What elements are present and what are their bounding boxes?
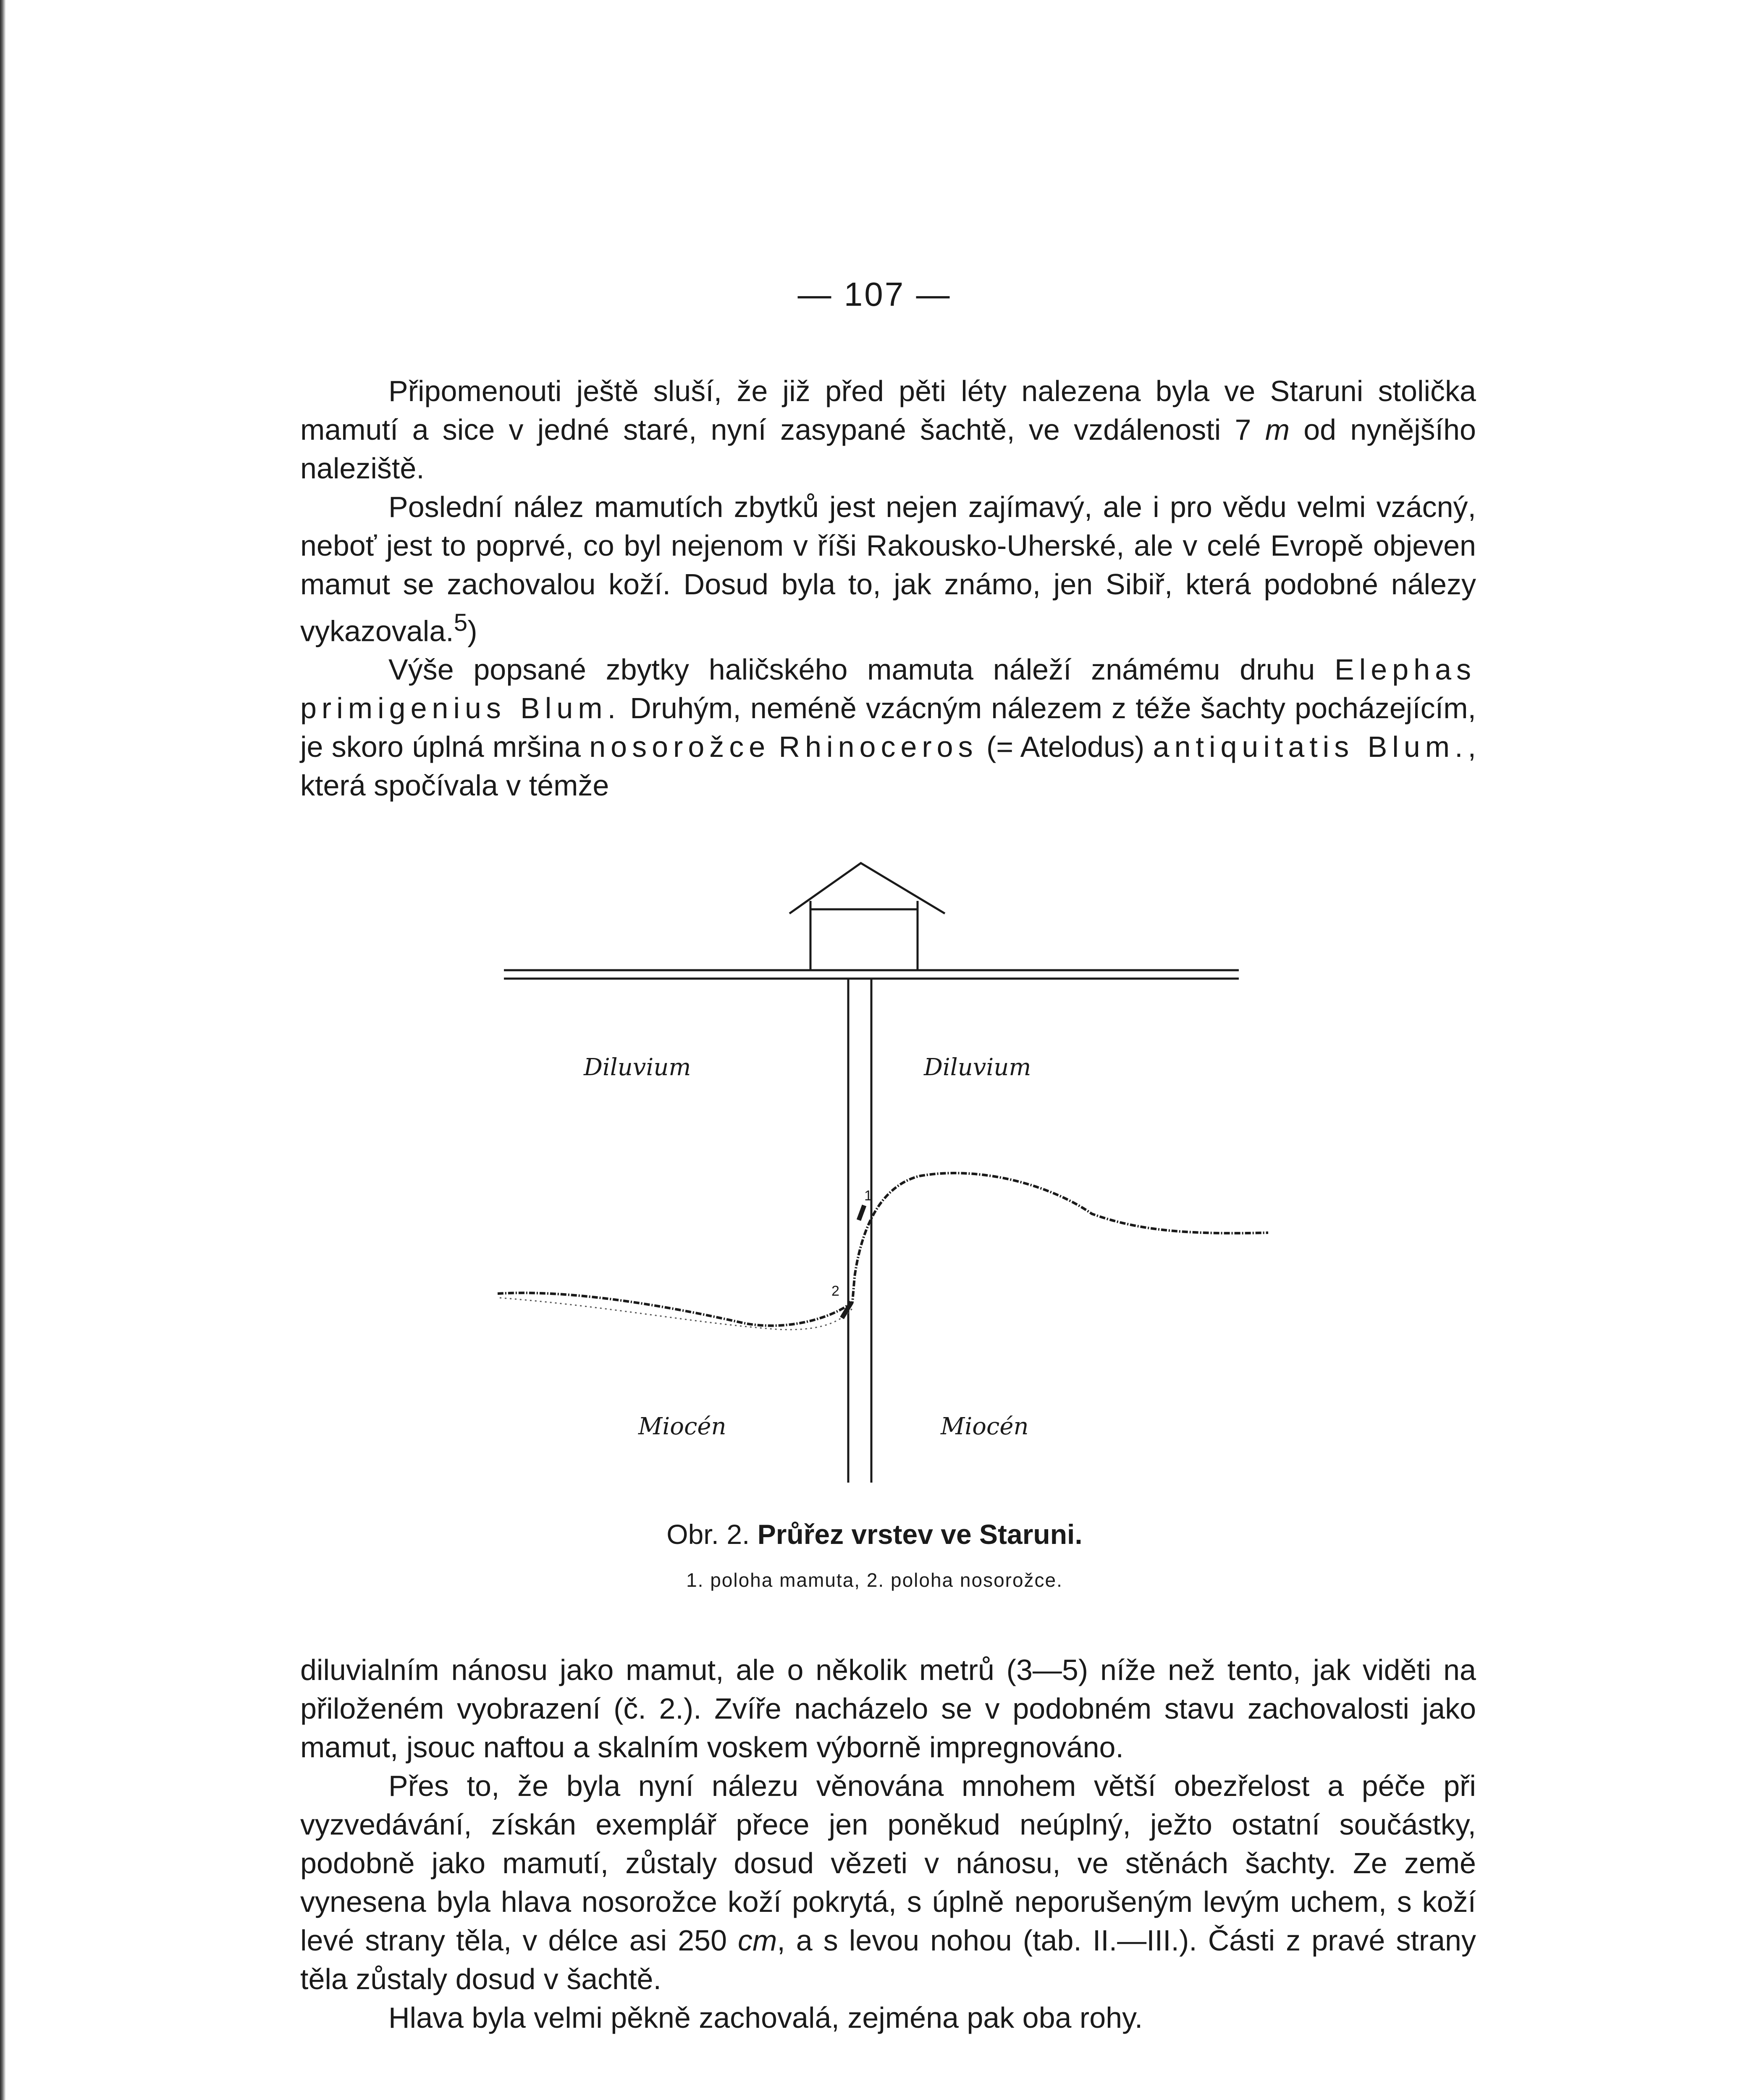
figure-caption: Obr. 2. Průřez vrstev ve Staruni.: [666, 1519, 1083, 1550]
label-miocen-right: Miocén: [941, 1413, 1029, 1440]
page-number: — 107 —: [797, 276, 952, 313]
cross-section-svg: [483, 853, 1281, 1491]
paragraph-4: diluvialním nánosu jako mamut, ale o několik metrů (3—5) níže než tento, jak viděti na přiloženém vyobrazení (č. 2.). Zvíře nacházelo se v podobném stavu zachovalosti jako mamut, jsouc naftou a skalním voskem výborně impregnováno.: [300, 1654, 1476, 1764]
marker-2-label: 2: [831, 1283, 839, 1299]
footnote-ref: 5: [454, 609, 468, 636]
layer-boundary: [498, 1173, 1268, 1326]
paragraph-6: Hlava byla velmi pěkně zachovalá, zejména pak oba rohy.: [388, 2001, 1143, 2034]
marker-1-label: 1: [864, 1188, 872, 1204]
text-bottom: [300, 1651, 1476, 2037]
cross-section-figure: [483, 853, 1281, 1491]
label-diluvium-left: Diluvium: [584, 1054, 691, 1081]
marker-2-line: [842, 1302, 852, 1318]
paragraph-1: Připomenouti ještě sluší, že již před pěti léty nalezena byla ve Staruni stolička mamutí a sice v jedné staré, nyní zasypané šachtě, ve vzdálenosti 7 m od nynějšího naleziště.: [300, 375, 1476, 485]
marker-1-line: [859, 1205, 864, 1220]
paragraph-2: Poslední nález mamutích zbytků jest nejen zajímavý, ale i pro vědu velmi vzácný, neboť jest to poprvé, co byl nejenom v říši Rakousko-Uherské, ale v celé Evropě objeven mamut se zachovalou koží. Dosud byla to, jak známo, jen Sibiř, která podobné nálezy vykazovala.$^5$): [300, 491, 1476, 648]
layer-boundary-shade: [500, 1298, 852, 1330]
label-diluvium-right: Diluvium: [924, 1054, 1031, 1081]
scan-edge: [0, 0, 6, 2100]
house-roof: [789, 863, 945, 914]
text-top: [300, 372, 1476, 805]
paragraph-5: Přes to, že byla nyní nálezu věnována mnohem větší obezřelost a péče při vyzvedávání, získán exemplář přece jen poněkud neúplný, ježto ostatní součástky, podobně jako mamutí, zůstaly dosud vězeti v nánosu, ve stěnách šachty. Ze země vynesena byla hlava nosorožce koží pokrytá, s úplně neporušeným levým uchem, s koží levé strany těla, v délce asi 250 cm, a s levou nohou (tab. II.—III.). Části z pravé strany těla zůstaly dosud v šachtě.: [300, 1769, 1476, 1995]
paragraph-3: Výše popsané zbytky haličského mamuta náleží známému druhu Elephas primigenius Blum. Druhým, neméně vzácným nálezem z téže šachty pocházejícím, je skoro úplná mršina nosorožce Rhinoceros (= Atelodus) antiquitatis Blum., která spočívala v témže: [300, 653, 1476, 802]
figure-legend: 1. poloha mamuta, 2. poloha nosorožce.: [686, 1569, 1063, 1591]
species-rhinoceros: Rhinoceros: [779, 730, 978, 764]
label-miocen-left: Miocén: [638, 1413, 726, 1440]
house-walls: [810, 901, 918, 970]
figure-title: Průřez vrstev ve Staruni.: [757, 1519, 1083, 1550]
species-elephas: Elephas primigenius Blum.: [300, 653, 1476, 725]
